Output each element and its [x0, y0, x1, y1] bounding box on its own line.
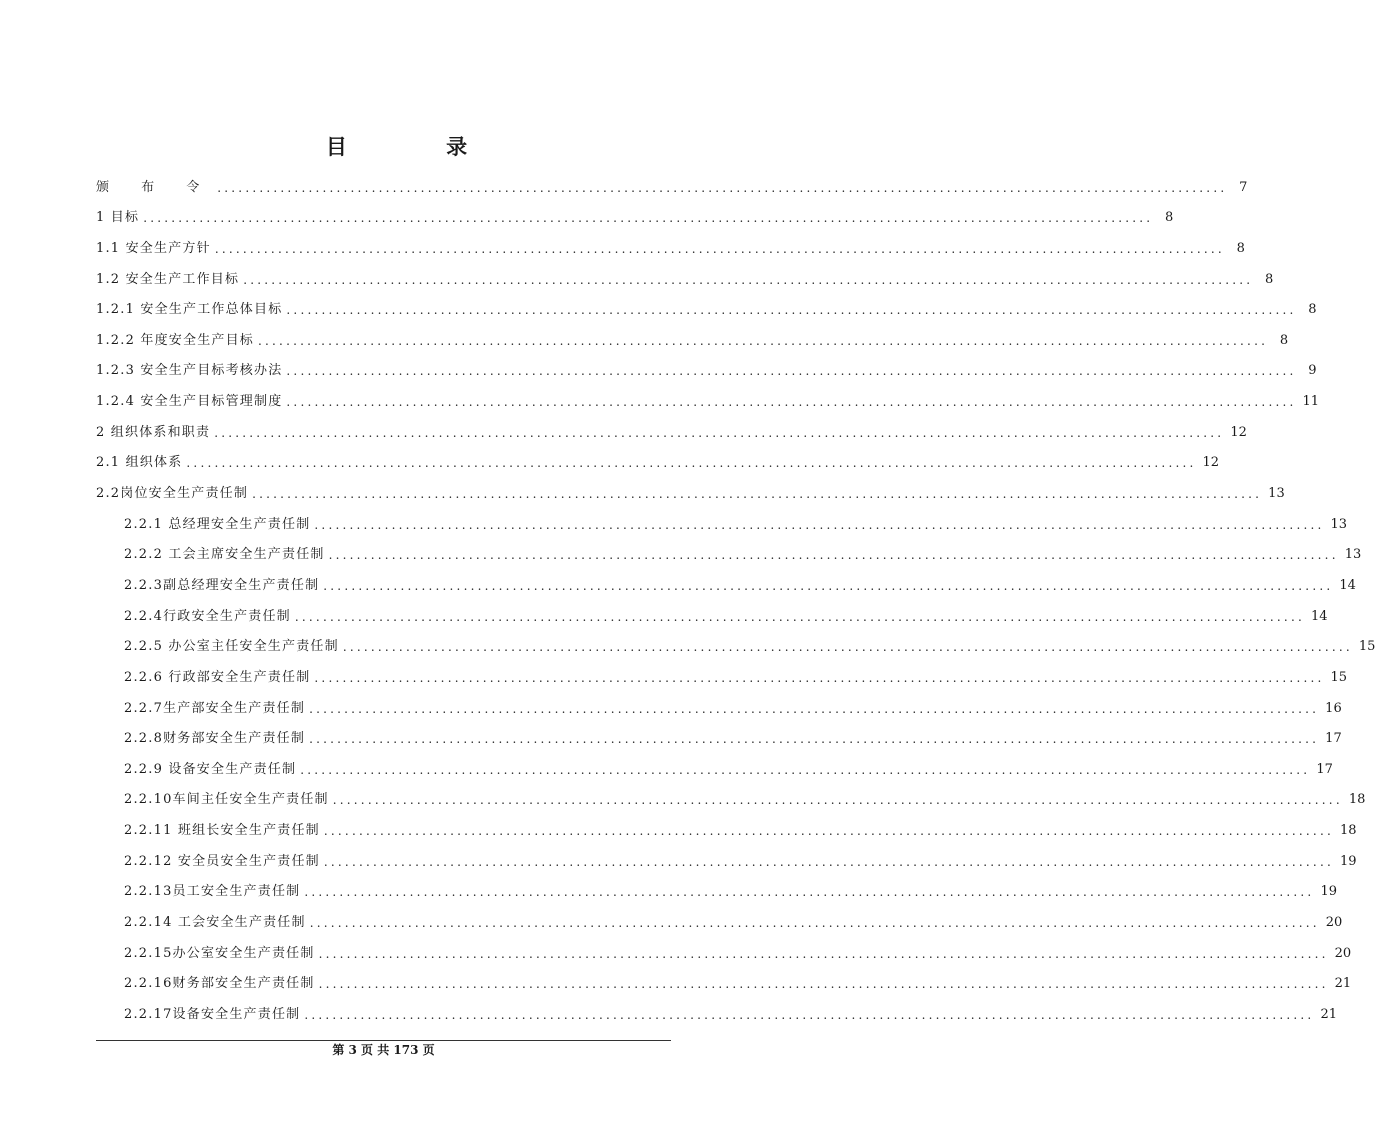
table-of-contents: [96, 165, 1375, 1023]
toc-dot-leader: ................................................................................................................................................: [309, 916, 1320, 931]
toc-entry-page-number: 17: [1325, 731, 1342, 747]
toc-entry[interactable]: [96, 288, 1317, 319]
toc-entry[interactable]: [96, 379, 1320, 410]
toc-entry-label: 2 组织体系和职责: [96, 424, 211, 440]
toc-entry-page-number: 20: [1325, 915, 1343, 931]
toc-entry-page-number: 17: [1316, 761, 1333, 777]
toc-entry-page-number: 21: [1334, 976, 1352, 992]
toc-dot-leader: ................................................................................................................................................: [314, 670, 1325, 685]
toc-dot-leader: ................................................................................................................................................: [323, 854, 1334, 869]
toc-entry-label: 1.2.3 安全生产目标考核办法: [96, 363, 283, 379]
toc-dot-leader: ................................................................................................................................................: [318, 946, 1329, 961]
toc-entry-page-number: 14: [1339, 577, 1356, 593]
toc-dot-leader: ................................................................................................................................................: [314, 517, 1325, 532]
toc-dot-leader: ................................................................................................................................................: [214, 425, 1225, 440]
toc-entry-page-number: 19: [1339, 853, 1357, 869]
toc-entry-page-number: 11: [1302, 394, 1320, 410]
toc-entry-page-number: 19: [1320, 884, 1337, 900]
toc-entry-label: 2.2.4行政安全生产责任制: [124, 608, 291, 624]
toc-entry[interactable]: [96, 471, 1285, 502]
toc-entry[interactable]: [96, 717, 1342, 748]
toc-entry-page-number: 13: [1330, 516, 1348, 532]
toc-dot-leader: ................................................................................................................................................: [243, 272, 1254, 287]
toc-entry-label: 2.2.14 工会安全生产责任制: [124, 915, 306, 931]
toc-entry-label: 2.2.1 总经理安全生产责任制: [124, 516, 311, 532]
toc-entry-label: 1.1 安全生产方针: [96, 240, 211, 256]
toc-entry-page-number: 8: [1165, 210, 1174, 226]
toc-entry-page-number: 8: [1265, 271, 1274, 287]
toc-entry-page-number: 8: [1236, 240, 1245, 256]
toc-entry-page-number: 16: [1325, 700, 1342, 716]
toc-dot-leader: ................................................................................................................................................: [286, 303, 1297, 318]
toc-entry[interactable]: [96, 318, 1289, 349]
toc-entry-label: 2.2.5 办公室主任安全生产责任制: [124, 639, 339, 655]
toc-entry-page-number: 20: [1334, 945, 1352, 961]
toc-dot-leader: ................................................................................................................................................: [342, 640, 1353, 655]
toc-dot-leader: ................................................................................................................................................: [318, 977, 1329, 992]
toc-dot-leader: ................................................................................................................................................: [328, 548, 1339, 563]
toc-dot-leader: ................................................................................................................................................: [143, 211, 1154, 226]
toc-entry-label: 1.2.1 安全生产工作总体目标: [96, 302, 283, 318]
toc-entry[interactable]: [96, 349, 1317, 380]
toc-dot-leader: ................................................................................................................................................: [309, 732, 1320, 747]
toc-dot-leader: ................................................................................................................................................: [258, 333, 1269, 348]
toc-entry-label: 2.2.6 行政部安全生产责任制: [124, 669, 311, 685]
toc-dot-leader: ................................................................................................................................................: [323, 578, 1334, 593]
toc-entry-page-number: 15: [1330, 669, 1348, 685]
toc-dot-leader: ................................................................................................................................................: [300, 762, 1311, 777]
toc-entry[interactable]: [96, 410, 1247, 441]
toc-entry-page-number: 13: [1268, 486, 1285, 502]
toc-entry-page-number: 18: [1339, 823, 1357, 839]
toc-entry-label: 1 目标: [96, 210, 140, 226]
toc-dot-leader: ................................................................................................................................................: [252, 487, 1263, 502]
toc-entry-label: 2.2.7生产部安全生产责任制: [124, 700, 306, 716]
footer-divider: [96, 1040, 671, 1041]
toc-entry[interactable]: [96, 441, 1220, 472]
toc-entry[interactable]: [96, 502, 1348, 533]
toc-entry[interactable]: [96, 900, 1343, 931]
toc-entry-label: 2.2.17设备安全生产责任制: [124, 1006, 301, 1022]
toc-entry-label: 2.2.13员工安全生产责任制: [124, 884, 301, 900]
toc-entry-page-number: 13: [1344, 547, 1362, 563]
toc-dot-leader: ................................................................................................................................................: [309, 701, 1320, 716]
toc-entry-page-number: 8: [1279, 332, 1289, 348]
toc-entry-label: 颁 布 令: [96, 179, 214, 195]
toc-entry[interactable]: [96, 594, 1328, 625]
toc-dot-leader: ................................................................................................................................................: [214, 241, 1225, 256]
toc-entry-page-number: 18: [1348, 792, 1366, 808]
toc-entry[interactable]: [96, 747, 1333, 778]
toc-entry-page-number: 7: [1239, 179, 1248, 195]
toc-entry[interactable]: [96, 839, 1357, 870]
toc-entry-label: 2.2.10车间主任安全生产责任制: [124, 792, 329, 808]
toc-dot-leader: ................................................................................................................................................: [304, 885, 1315, 900]
toc-entry-label: 1.2.2 年度安全生产目标: [96, 332, 255, 348]
toc-entry-label: 2.2.8财务部安全生产责任制: [124, 731, 306, 747]
toc-entry[interactable]: [96, 962, 1352, 993]
toc-entry[interactable]: [96, 686, 1342, 717]
toc-entry-page-number: 21: [1320, 1006, 1337, 1022]
toc-entry-page-number: 12: [1202, 455, 1220, 471]
toc-entry[interactable]: [96, 165, 1248, 196]
toc-entry[interactable]: [96, 257, 1274, 288]
toc-entry[interactable]: [96, 196, 1174, 227]
toc-entry[interactable]: [96, 533, 1362, 564]
toc-entry-label: 2.2.12 安全员安全生产责任制: [124, 853, 320, 869]
toc-entry[interactable]: [96, 226, 1245, 257]
toc-entry[interactable]: [96, 870, 1337, 901]
toc-entry-page-number: 9: [1308, 363, 1317, 379]
toc-dot-leader: ................................................................................................................................................: [286, 364, 1297, 379]
toc-entry-label: 2.2.2 工会主席安全生产责任制: [124, 547, 325, 563]
toc-dot-leader: ................................................................................................................................................: [323, 824, 1334, 839]
toc-entry-label: 2.2.9 设备安全生产责任制: [124, 761, 297, 777]
toc-entry[interactable]: [96, 563, 1356, 594]
toc-entry[interactable]: [96, 931, 1352, 962]
toc-dot-leader: ................................................................................................................................................: [217, 180, 1228, 195]
toc-entry-label: 2.2.16财务部安全生产责任制: [124, 976, 315, 992]
toc-entry-label: 2.1 组织体系: [96, 455, 183, 471]
toc-entry-label: 1.2 安全生产工作目标: [96, 271, 240, 287]
toc-dot-leader: ................................................................................................................................................: [304, 1007, 1315, 1022]
toc-entry-label: 1.2.4 安全生产目标管理制度: [96, 394, 283, 410]
toc-entry[interactable]: [96, 625, 1375, 656]
toc-entry[interactable]: [96, 655, 1348, 686]
toc-entry-label: 2.2.15办公室安全生产责任制: [124, 945, 315, 961]
toc-entry-page-number: 15: [1358, 639, 1375, 655]
footer-page-info: 第 3 页 共 173 页: [332, 1043, 435, 1057]
toc-entry-page-number: 14: [1310, 608, 1328, 624]
toc-entry[interactable]: [96, 808, 1357, 839]
toc-entry-label: 2.2.3副总经理安全生产责任制: [124, 577, 320, 593]
toc-entry-page-number: 12: [1230, 424, 1247, 440]
toc-dot-leader: ................................................................................................................................................: [286, 395, 1297, 410]
toc-entry-label: 2.2岗位安全生产责任制: [96, 486, 249, 502]
page-title: 目 录: [325, 134, 514, 159]
toc-entry-page-number: 8: [1308, 302, 1317, 318]
toc-dot-leader: ................................................................................................................................................: [294, 609, 1305, 624]
toc-entry[interactable]: [96, 992, 1337, 1023]
toc-entry[interactable]: [96, 778, 1366, 809]
toc-dot-leader: ................................................................................................................................................: [332, 793, 1343, 808]
toc-dot-leader: ................................................................................................................................................: [186, 456, 1197, 471]
toc-entry-label: 2.2.11 班组长安全生产责任制: [124, 823, 320, 839]
